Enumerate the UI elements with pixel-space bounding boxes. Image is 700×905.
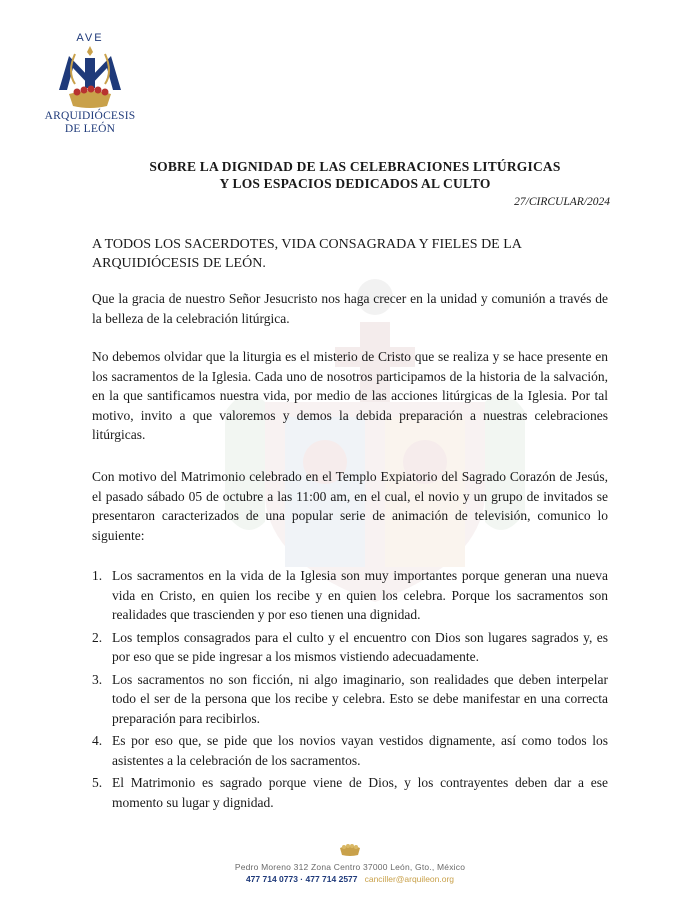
letterhead-footer bbox=[0, 842, 700, 884]
logo-name-line1: ARQUIDIÓCESIS bbox=[44, 110, 136, 122]
list-item-number: 4. bbox=[92, 733, 103, 748]
footer-address: Pedro Moreno 312 Zona Centro 37000 León, Gto., México bbox=[234, 862, 466, 872]
list-item bbox=[92, 773, 608, 812]
circular-reference: 27/CIRCULAR/2024 bbox=[514, 196, 610, 208]
paragraph-greeting: Que la gracia de nuestro Señor Jesucristo nos haga crecer en la unidad y comunión a través de la belleza de la celebración litúrgica. bbox=[92, 291, 608, 326]
logo-ave-text: AVE bbox=[76, 32, 104, 44]
list-item bbox=[92, 566, 608, 625]
footer-phones: 477 714 0773 · 477 714 2577 bbox=[245, 874, 358, 884]
logo-name-line2: DE LEÓN bbox=[64, 123, 116, 135]
list-item-number: 1. bbox=[92, 568, 103, 583]
marian-monogram-icon bbox=[51, 44, 129, 110]
title-line-1: SOBRE LA DIGNIDAD DE LAS CELEBRACIONES LITÚRGICAS bbox=[149, 159, 561, 174]
document-title bbox=[0, 158, 700, 192]
archdiocese-logo bbox=[40, 32, 140, 136]
list-item-text: Los sacramentos no son ficción, ni algo imaginario, son realidades que deben interpelar todo el ser de la persona que los recibe y celebra. Esto se debe manifestar en una correcta preparación para recibirlos. bbox=[112, 671, 608, 726]
footer-contact bbox=[0, 874, 700, 884]
list-item-number: 3. bbox=[92, 671, 103, 687]
points-list bbox=[92, 566, 608, 815]
paragraph-motive: Con motivo del Matrimonio celebrado en el Templo Expiatorio del Sagrado Corazón de Jesús, el pasado sábado 05 de octubre a las 11:00 am, en el cual, el novio y un grupo de invitados se presentaron caracterizados de una popular serie de animación de televisión, comunico lo siguiente: bbox=[92, 469, 608, 543]
list-item-number: 5. bbox=[92, 775, 103, 790]
list-item-text: Los templos consagrados para el culto y el encuentro con Dios son lugares sagrados y, es por eso que se pide ingresar a los mismos vistiendo adecuadamente. bbox=[112, 629, 608, 664]
addressee: A TODOS LOS SACERDOTES, VIDA CONSAGRADA Y FIELES DE LA ARQUIDIÓCESIS DE LEÓN. bbox=[92, 237, 522, 271]
list-item-text: Los sacramentos en la vida de la Iglesia son muy importantes porque generan una nueva vida en Cristo, en quien los recibe y en quien los celebra. Porque los sacramentos son realidades que trascienden y por eso tienen una dignidad. bbox=[112, 568, 608, 622]
list-item-text: El Matrimonio es sagrado porque viene de Dios, y los contrayentes deben dar a ese momento su lugar y dignidad. bbox=[112, 775, 608, 810]
basket-emblem-icon bbox=[338, 842, 362, 856]
footer-email[interactable]: canciller@arquileon.org bbox=[364, 874, 455, 884]
list-item bbox=[92, 628, 608, 667]
list-item bbox=[92, 731, 608, 770]
paragraph-liturgy: No debemos olvidar que la liturgia es el misterio de Cristo que se realiza y se hace presente en los sacramentos de la Iglesia. Cada uno de nosotros participamos de la historia de la salvación, en la que santificamos nuestra vida, por medio de las acciones litúrgicas de la Iglesia. Por tal motivo, invito a que valoremos y demos la debida preparación a nuestras celebraciones litúrgicas. bbox=[92, 349, 608, 442]
list-item bbox=[92, 670, 608, 729]
title-line-2: Y LOS ESPACIOS DEDICADOS AL CULTO bbox=[219, 176, 491, 191]
list-item-number: 2. bbox=[92, 629, 103, 645]
list-item-text: Es por eso que, se pide que los novios vayan vestidos dignamente, así como todos los asistentes a la celebración de los sacramentos. bbox=[112, 733, 608, 768]
